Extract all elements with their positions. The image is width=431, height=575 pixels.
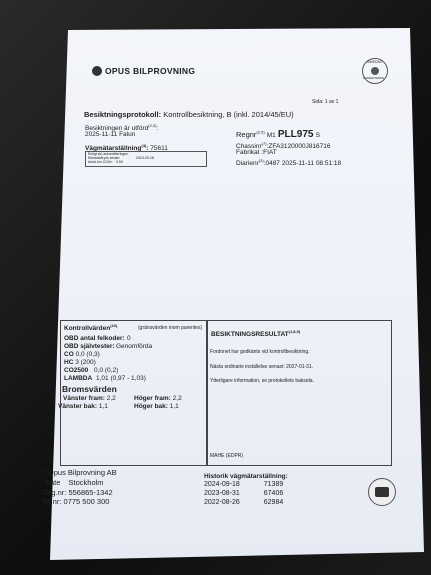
performed-value: 2025-11-11 Falun xyxy=(85,131,136,138)
page-of: av xyxy=(328,99,335,105)
swedac-seal-icon xyxy=(362,58,388,84)
chassi-value: ZFA3120000J816716 xyxy=(268,143,331,151)
lambda-limit: (0,97 - 1,03) xyxy=(110,375,146,382)
regnr-sup: (2,5) xyxy=(256,129,265,135)
brake-fl-label: Vänster fram: xyxy=(63,395,105,402)
obd-self-label: OBD självtester: xyxy=(64,343,115,350)
co2500-limit: (0,2) xyxy=(104,367,119,374)
history-date: 2023-08-31 xyxy=(204,490,240,497)
seal-inner xyxy=(375,487,389,497)
history-row xyxy=(204,499,283,506)
regnr-prefix: M1 xyxy=(266,132,276,139)
footer-tel xyxy=(41,497,109,506)
footer-org xyxy=(43,488,113,497)
co2500-value: 0,0 xyxy=(94,367,104,374)
climate-line3: Antal km CO2e: xyxy=(88,160,113,164)
footer-org-value: 556865-1342 xyxy=(68,488,113,497)
brake-fl-value: 2,2 xyxy=(106,395,116,402)
odometer-label-text: Vägmätarställning xyxy=(85,145,142,153)
brake-rl-value: 1,1 xyxy=(98,403,108,410)
result-line1: Fordonet har godkänts vid kontrollbesiktning. xyxy=(210,349,310,355)
climate-line1: Enligt sk) ackreditteringen xyxy=(88,152,129,156)
performed-sup: (2,3) xyxy=(148,123,157,128)
result-signer: MAHE (EDPR) xyxy=(210,453,244,459)
brake-title: Bromsvärden xyxy=(62,384,117,394)
control-title-text: Kontrollvärden xyxy=(64,325,111,333)
climate-box xyxy=(85,151,207,167)
brake-rr-label: Höger bak: xyxy=(134,403,168,410)
chassi-sup: (7) xyxy=(261,141,267,146)
result-title xyxy=(211,329,300,338)
opus-logo-icon xyxy=(92,66,102,76)
footer-company-sup: (8) xyxy=(43,468,48,473)
protocol-title-rest: Kontrollbesiktning, B (inkl. 2014/45/EU) xyxy=(163,110,294,119)
protocol-title-bold: Besiktningsprotokoll: xyxy=(84,110,162,119)
hc-value: 3 xyxy=(75,359,79,366)
history-km: 71389 xyxy=(263,481,284,488)
footer-seat-label: Säte xyxy=(45,478,61,487)
diarie-sup: (3) xyxy=(258,158,264,163)
brake-rr-value: 1,1 xyxy=(169,403,179,410)
footer-company xyxy=(43,468,117,477)
fabrikat-value: :FIAT xyxy=(261,149,277,156)
accreditation-seal-icon xyxy=(368,478,396,506)
brake-rr xyxy=(134,403,179,410)
footer-org-label: Org.nr: xyxy=(43,488,67,497)
obd-faults-label: OBD antal felkoder: xyxy=(64,335,125,342)
regnr-value: PLL975 xyxy=(277,129,314,140)
performed-label: Besiktningen är utförd$^{(2,3)}$: xyxy=(85,123,159,133)
brake-fr-value: 2,2 xyxy=(172,395,182,402)
hc-row xyxy=(64,359,96,366)
footer-seat xyxy=(45,478,104,487)
climate-date: 2024-09-18 xyxy=(136,156,154,160)
co-row xyxy=(64,351,100,358)
co2500-label: CO2500 xyxy=(64,367,89,374)
co-label: CO xyxy=(64,351,74,358)
diarie-label: Diarienr xyxy=(236,160,259,168)
diarie-row xyxy=(236,158,341,167)
page-number: 1 xyxy=(324,99,328,105)
lambda-row xyxy=(64,375,146,382)
result-title-text: BESIKTNINGSRESULTAT xyxy=(211,331,289,339)
page-indicator xyxy=(312,99,338,105)
obd-self-value: Genomförda xyxy=(116,343,153,350)
history-km: 62984 xyxy=(263,499,284,506)
footer-company-text: Opus Bilprovning AB xyxy=(47,468,117,478)
page-label: Sida: xyxy=(312,99,324,105)
brake-fr-label: Höger fram: xyxy=(134,395,171,402)
logo-text: OPUS BILPROVNING xyxy=(105,66,196,76)
odometer-sup: (4) xyxy=(141,143,147,148)
result-box xyxy=(207,320,392,466)
fabrikat-label: Fabrikat xyxy=(236,149,260,156)
chassi-row: Chassinr$^{(7)}$:ZFA3120000J816716 xyxy=(236,141,331,151)
regnr-label: Regnr xyxy=(236,130,257,139)
performed-label-text: Besiktningen är utförd xyxy=(85,125,149,133)
brake-rl xyxy=(58,403,108,410)
protocol-title xyxy=(84,110,294,119)
regnr-suffix: S xyxy=(315,132,320,139)
history-date: 2024-09-18 xyxy=(204,481,240,488)
regnr-row xyxy=(236,129,320,140)
history-row xyxy=(204,490,283,497)
seal-bottom-text: ACKREDITERING xyxy=(363,77,385,80)
co-value: 0,0 xyxy=(75,351,85,358)
footer-tel-label: Tel.nr: xyxy=(41,497,62,506)
climate-value: 0.59 xyxy=(116,160,123,164)
obd-faults-value: 0 xyxy=(127,335,131,342)
chassi-label: Chassinr xyxy=(236,143,262,151)
lambda-label: LAMBDA xyxy=(64,375,93,382)
footer-tel-value: 0775 500 300 xyxy=(63,497,110,506)
co2500-row xyxy=(64,367,118,374)
seal-top-text: SWEDAC xyxy=(367,60,383,64)
lambda-value: 1,01 xyxy=(95,375,109,382)
brake-fr xyxy=(134,395,182,402)
result-line2: Nästa ordinarie inställelse senast: 2027-01-31. xyxy=(210,364,314,370)
odometer-label: Vägmätarställning$^{(4)}$: 75611 xyxy=(85,143,168,153)
hc-label: HC xyxy=(64,359,74,366)
result-title-sup: (1,8,9) xyxy=(288,329,301,334)
brake-rl-label: Vänster bak: xyxy=(58,403,98,410)
fabrikat-row xyxy=(236,149,277,156)
control-title xyxy=(64,323,117,332)
page-total: 1 xyxy=(335,99,339,105)
co-limit: (0,3) xyxy=(86,351,100,358)
seal-center xyxy=(371,67,379,75)
result-line3: Ytterligare information, se protokollets baksida. xyxy=(210,378,314,384)
history-km: 67406 xyxy=(263,490,284,497)
history-date: 2022-08-26 xyxy=(204,499,240,506)
climate-line2: Klimatavtryck sedan: xyxy=(88,156,121,160)
control-note: (gränsvärden inom parentes) xyxy=(138,325,203,331)
brake-fl xyxy=(63,395,116,402)
history-row xyxy=(204,481,283,488)
hc-limit: (200) xyxy=(80,359,96,366)
odometer-value: 75611 xyxy=(150,145,168,153)
footer-seat-value: Stockholm xyxy=(68,478,104,487)
history-title: Historik vägmätarställning: xyxy=(204,473,288,480)
control-title-sup: (10) xyxy=(110,323,118,328)
diarie-value: :0487 2025-11-11 08:51:18 xyxy=(263,160,342,168)
